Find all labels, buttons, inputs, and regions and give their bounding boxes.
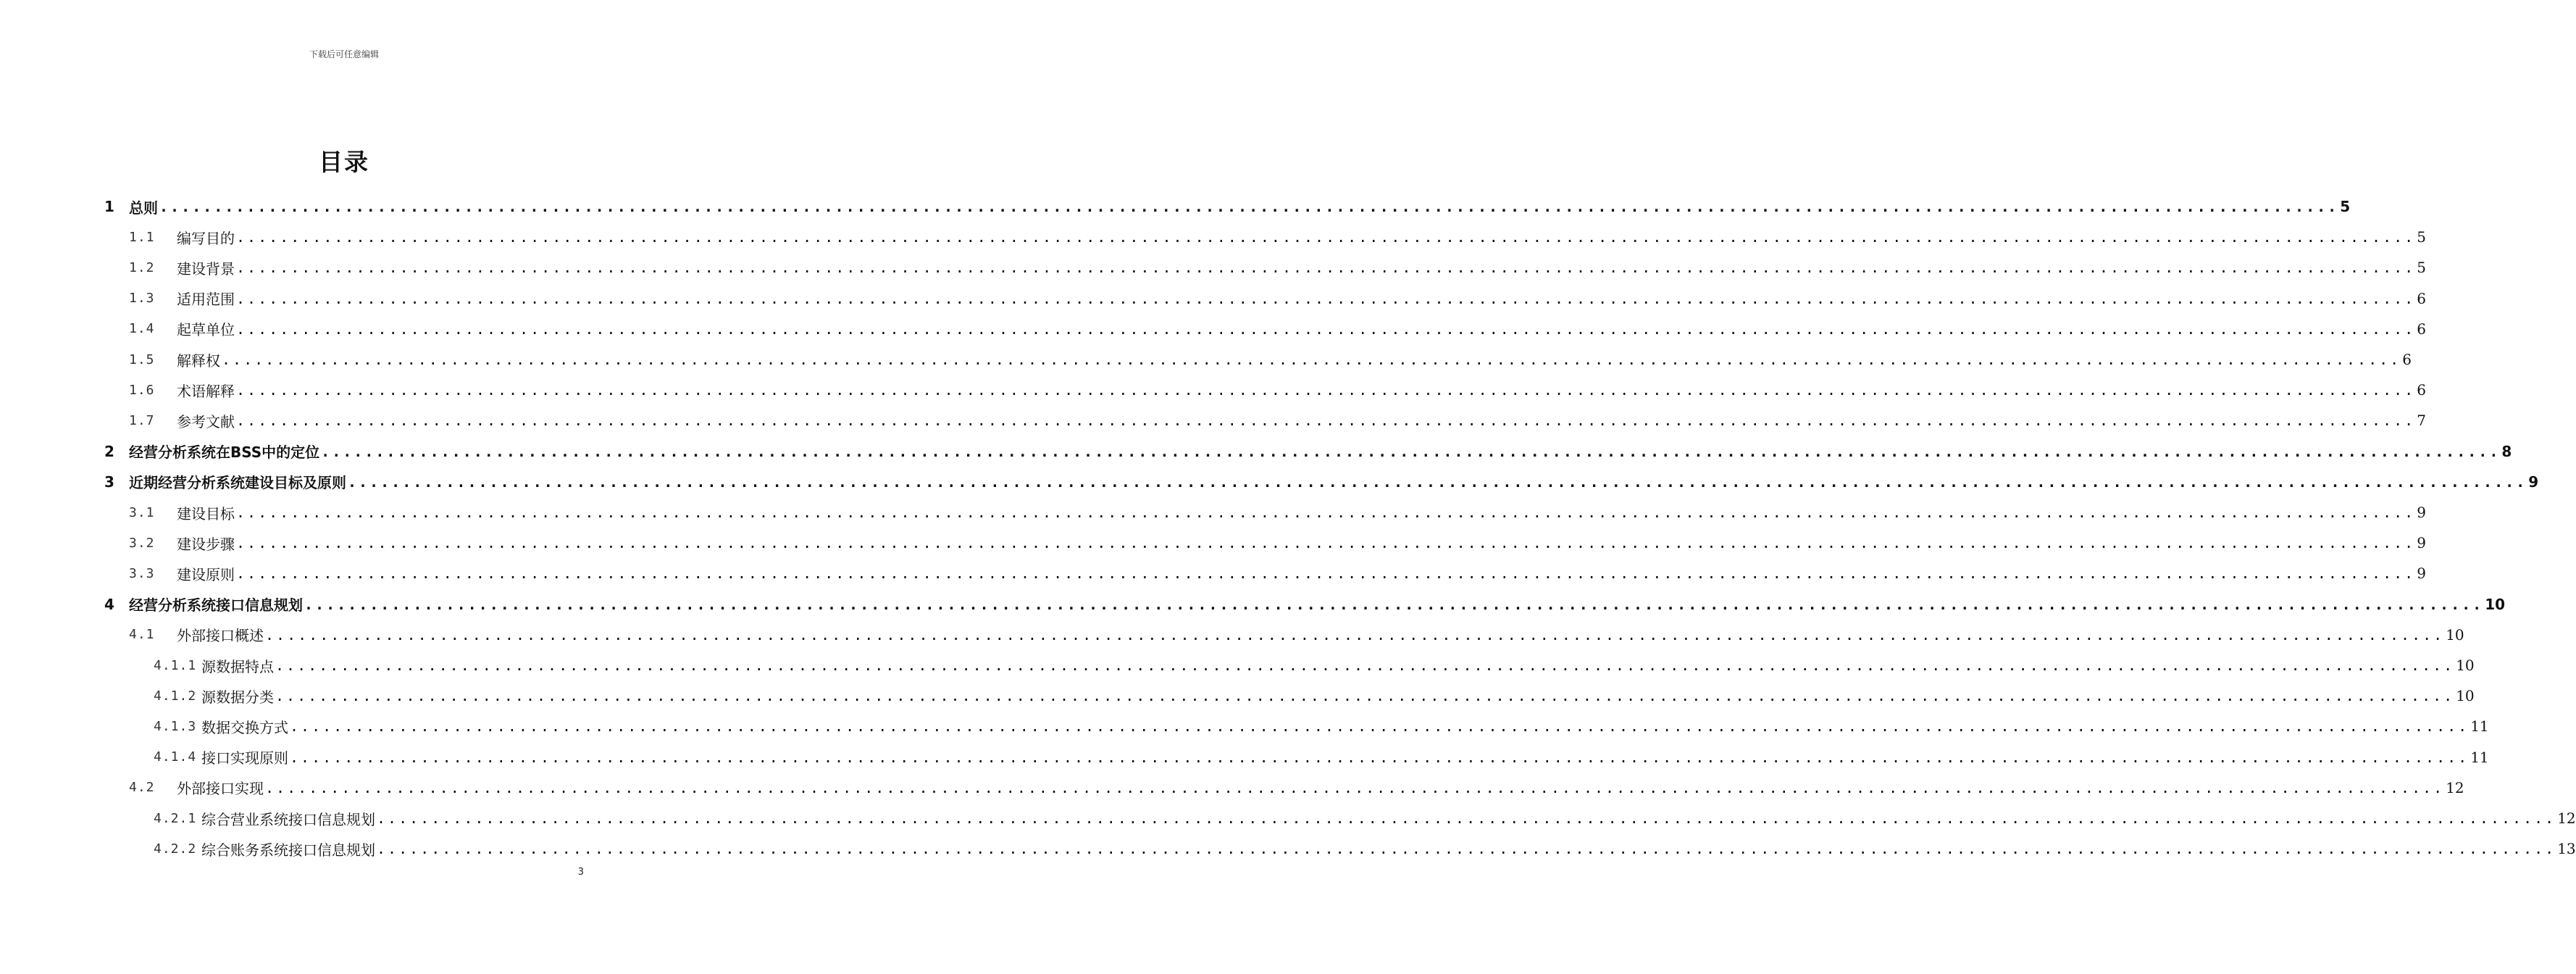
toc-entry-page: 6 [2417, 381, 2426, 399]
toc-leader-dots: ........................................................................................................................................................................................................ [236, 320, 2416, 338]
toc-entry-label: 近期经营分析系统建设目标及原则 [129, 474, 346, 492]
toc-entry-number: 4.2 [129, 780, 155, 796]
toc-entry-label: 建设目标 [177, 504, 235, 523]
toc-entry-label: 外部接口实现 [177, 780, 264, 798]
toc-entry-number: 1.5 [129, 351, 155, 367]
toc-entry-label: 源数据特点 [201, 657, 274, 675]
toc-entry-label: 编写目的 [177, 229, 235, 247]
toc-leader-dots: ........................................................................................................................................................................................................ [265, 778, 2445, 796]
toc-entry[interactable] [154, 650, 2475, 680]
toc-entry-number: 4.1.1 [154, 657, 197, 673]
toc-entry[interactable] [129, 375, 2426, 405]
toc-entry[interactable] [154, 833, 2576, 864]
toc-entry-page: 12 [2446, 778, 2464, 796]
toc-leader-dots: ........................................................................................................................................................................................................ [275, 657, 2455, 674]
toc-entry-label: 建设背景 [177, 259, 235, 278]
toc-entry-number: 3.2 [129, 535, 155, 551]
toc-entry[interactable] [154, 711, 2489, 741]
toc-entry-page: 5 [2340, 198, 2351, 215]
toc-entry-number: 1.1 [129, 229, 155, 245]
toc-leader-dots: ........................................................................................................................................................................................................ [377, 840, 2556, 858]
toc-entry-page: 12 [2557, 809, 2576, 827]
toc-entry-page: 9 [2417, 504, 2426, 521]
toc-entry[interactable] [129, 620, 2464, 650]
toc-leader-dots: ........................................................................................................................................................................................................ [236, 259, 2416, 277]
toc-entry-page: 5 [2417, 259, 2426, 277]
toc-entry-label: 经营分析系统接口信息规划 [129, 596, 303, 615]
toc-entry[interactable] [104, 436, 2512, 467]
toc-entry[interactable] [154, 680, 2475, 711]
toc-entry[interactable] [154, 803, 2576, 833]
toc-entry-number: 4.2.1 [154, 810, 197, 826]
toc-entry[interactable] [104, 589, 2506, 620]
toc-leader-dots: ........................................................................................................................................................................................................ [222, 351, 2401, 368]
toc-entry[interactable] [129, 344, 2412, 375]
toc-entry-number: 1 [104, 198, 114, 215]
toc-entry[interactable] [129, 558, 2426, 588]
toc-entry-label: 建设原则 [177, 565, 235, 583]
toc-entry-page: 13 [2557, 840, 2576, 858]
toc-entry[interactable] [129, 314, 2426, 344]
toc-entry-label: 术语解释 [177, 382, 235, 400]
toc-entry-label: 经营分析系统在BSS中的定位 [129, 444, 320, 462]
toc-entry-number: 4 [104, 595, 114, 613]
toc-entry-label: 源数据分类 [201, 688, 274, 706]
toc-leader-dots: ........................................................................................................................................................................................................ [236, 228, 2416, 246]
toc-entry-page: 9 [2528, 473, 2539, 491]
toc-leader-dots: ........................................................................................................................................................................................................ [290, 748, 2470, 766]
page-number: 3 [577, 867, 584, 878]
toc-leader-dots: ........................................................................................................................................................................................................ [236, 381, 2416, 399]
toc-leader-dots: ........................................................................................................................................................................................................ [236, 289, 2416, 307]
toc-entry-label: 起草单位 [177, 321, 235, 339]
toc-leader-dots: ........................................................................................................................................................................................................ [275, 687, 2455, 705]
toc-entry-page: 5 [2417, 228, 2426, 246]
toc-leader-dots: ........................................................................................................................................................................................................ [321, 442, 2501, 460]
toc-entry-label: 参考文献 [177, 412, 235, 430]
toc-entry[interactable] [129, 405, 2426, 436]
toc-leader-dots: ........................................................................................................................................................................................................ [236, 534, 2416, 552]
toc-entry-page: 11 [2470, 717, 2489, 736]
toc-entry[interactable] [129, 497, 2426, 528]
toc-entry-page: 7 [2417, 412, 2426, 430]
toc-entry-page: 9 [2417, 534, 2426, 552]
toc-entry-page: 6 [2417, 320, 2426, 338]
toc-entry[interactable] [129, 528, 2426, 558]
toc-entry-number: 4.1.2 [154, 688, 197, 704]
toc-entry-number: 1.6 [129, 382, 155, 398]
toc-entry[interactable] [104, 191, 2351, 222]
toc-entry-number: 2 [104, 442, 114, 460]
toc-leader-dots: ........................................................................................................................................................................................................ [159, 198, 2339, 215]
toc-entry-page: 6 [2402, 351, 2412, 368]
toc-leader-dots: ........................................................................................................................................................................................................ [236, 504, 2416, 521]
toc-entry-page: 11 [2470, 748, 2489, 766]
toc-leader-dots: ........................................................................................................................................................................................................ [377, 809, 2556, 827]
toc-entry-label: 综合账务系统接口信息规划 [201, 841, 375, 859]
toc-entry-page: 10 [2446, 625, 2464, 644]
toc-entry[interactable] [154, 742, 2489, 773]
toc-entry-number: 1.7 [129, 412, 155, 428]
toc-entry-number: 3 [104, 473, 114, 491]
toc-entry[interactable] [129, 773, 2464, 803]
toc-entry-number: 4.1.4 [154, 749, 197, 765]
toc-entry-number: 1.3 [129, 291, 155, 307]
toc-entry-number: 1.2 [129, 259, 155, 275]
toc-entry[interactable] [129, 222, 2426, 252]
toc-entry-number: 1.4 [129, 321, 155, 337]
toc-entry-page: 9 [2417, 565, 2426, 583]
toc-leader-dots: ........................................................................................................................................................................................................ [290, 717, 2470, 736]
toc-entry-number: 4.1.3 [154, 718, 197, 734]
toc-entry[interactable] [129, 252, 2426, 283]
toc-entry-page: 8 [2501, 442, 2512, 460]
toc-entry-label: 外部接口概述 [177, 627, 264, 645]
toc-entry-number: 4.2.2 [154, 841, 197, 857]
toc-entry-label: 数据交换方式 [201, 718, 288, 736]
toc-entry-label: 接口实现原则 [201, 749, 288, 767]
toc-leader-dots: ........................................................................................................................................................................................................ [265, 625, 2445, 644]
toc-leader-dots: ........................................................................................................................................................................................................ [236, 565, 2416, 583]
toc-entry-label: 适用范围 [177, 291, 235, 309]
toc-entry-label: 解释权 [177, 351, 220, 370]
toc-leader-dots: ........................................................................................................................................................................................................ [348, 473, 2527, 491]
toc-entry-label: 总则 [129, 199, 158, 217]
toc-entry[interactable] [104, 467, 2539, 497]
page-header: 下载后可任意编辑 [309, 49, 379, 59]
toc-entry-number: 3.1 [129, 504, 155, 520]
toc-entry-number: 3.3 [129, 565, 155, 581]
toc-entry-page: 6 [2417, 289, 2426, 307]
page-title: 目录 [319, 148, 369, 176]
toc-entry-page: 10 [2456, 657, 2475, 674]
toc-leader-dots: ........................................................................................................................................................................................................ [304, 595, 2484, 613]
toc-entry-page: 10 [2456, 687, 2475, 705]
toc-entry-page: 10 [2485, 595, 2506, 613]
toc-entry[interactable] [129, 283, 2426, 314]
toc-entry-number: 4.1 [129, 627, 155, 643]
toc-entry-label: 综合营业系统接口信息规划 [201, 810, 375, 828]
toc-entry-label: 建设步骤 [177, 535, 235, 553]
toc-leader-dots: ........................................................................................................................................................................................................ [236, 412, 2416, 430]
